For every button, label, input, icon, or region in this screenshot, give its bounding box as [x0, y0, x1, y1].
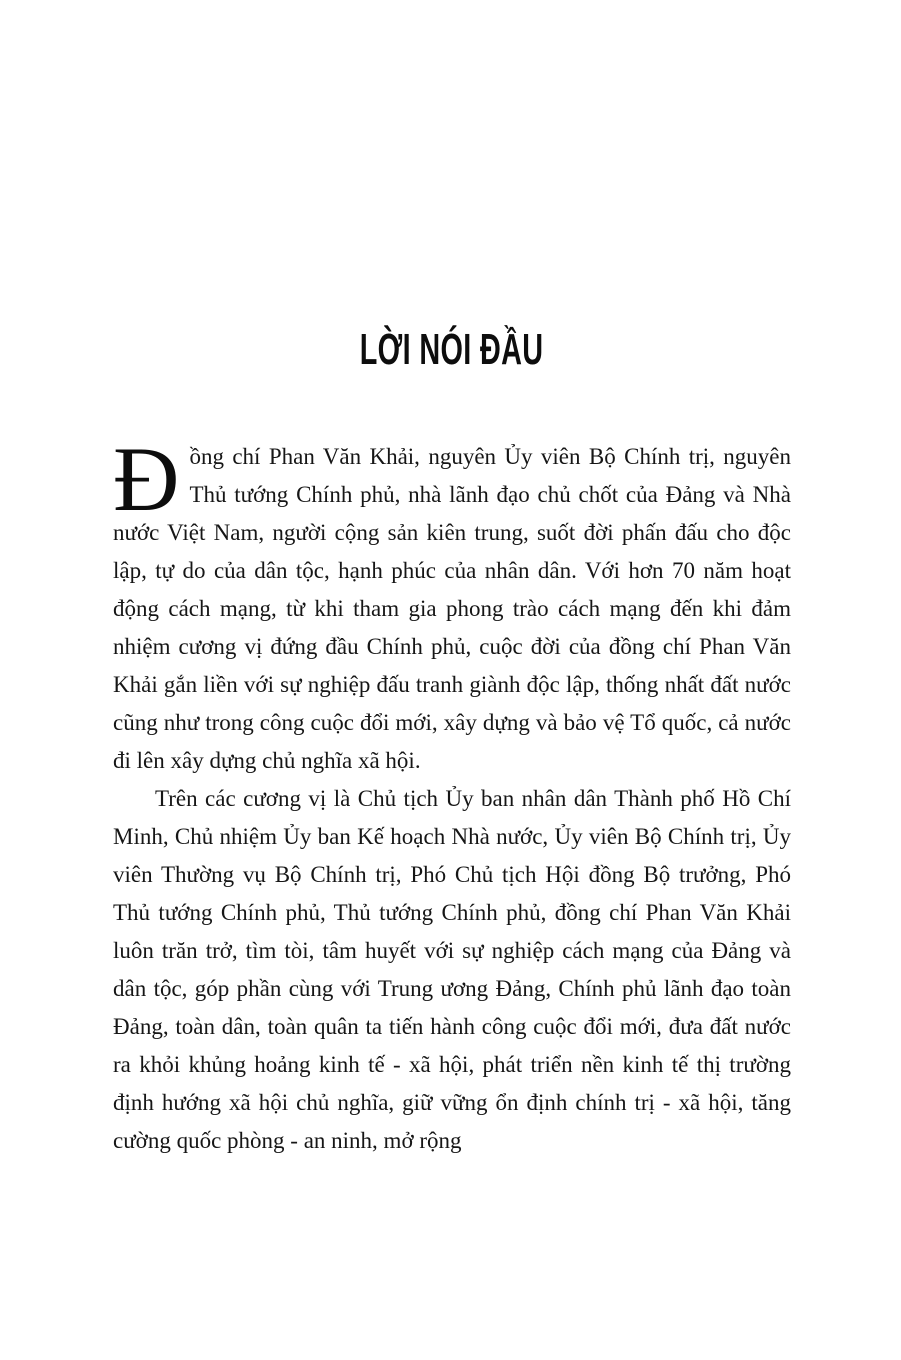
paragraph-first-text: ồng chí Phan Văn Khải, nguyên Ủy viên Bộ Chính trị, nguyên Thủ tướng Chính phủ, nhà lãnh đạo chủ chốt của Đảng và Nhà nước Việt Nam, người cộng sản kiên trung, suốt đời phấn đấu cho độc lập, tự do của dân tộc, hạnh phúc của nhân dân. Với hơn 70 năm hoạt động cách mạng, từ khi tham gia phong trào cách mạng đến khi đảm nhiệm cương vị đứng đầu Chính phủ, cuộc đời của đồng chí Phan Văn Khải gắn liền với sự nghiệp đấu tranh giành độc lập, thống nhất đất nước cũng như trong công cuộc đổi mới, xây dựng và bảo vệ Tổ quốc, cả nước đi lên xây dựng chủ nghĩa xã hội. [113, 444, 791, 773]
paragraph-first [113, 428, 791, 780]
paragraph-second-text: Trên các cương vị là Chủ tịch Ủy ban nhân dân Thành phố Hồ Chí Minh, Chủ nhiệm Ủy ban Kế hoạch Nhà nước, Ủy viên Bộ Chính trị, Ủy viên Thường vụ Bộ Chính trị, Phó Chủ tịch Hội đồng Bộ trưởng, Phó Thủ tướng Chính phủ, Thủ tướng Chính phủ, đồng chí Phan Văn Khải luôn trăn trở, tìm tòi, tâm huyết với sự nghiệp cách mạng của Đảng và dân tộc, góp phần cùng với Trung ương Đảng, Chính phủ lãnh đạo toàn Đảng, toàn dân, toàn quân ta tiến hành công cuộc đổi mới, đưa đất nước ra khỏi khủng hoảng kinh tế - xã hội, phát triển nền kinh tế thị trường định hướng xã hội chủ nghĩa, giữ vững ổn định chính trị - xã hội, tăng cường quốc phòng - an ninh, mở rộng [113, 786, 791, 1153]
chapter-heading [113, 328, 791, 374]
dropcap-letter: Đ [113, 428, 180, 530]
paragraph-second [113, 780, 791, 1160]
page-title: LỜI NÓI ĐẦU [360, 326, 544, 374]
body-text [113, 428, 791, 1160]
